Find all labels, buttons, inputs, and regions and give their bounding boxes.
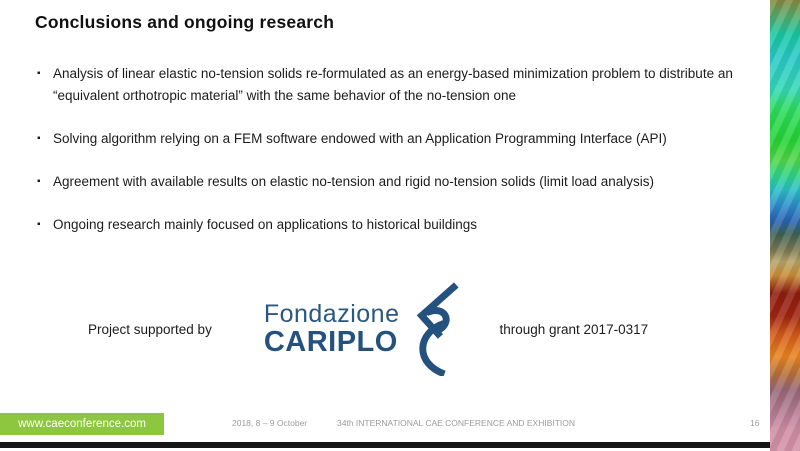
bullet-item: [37, 214, 759, 236]
bullet-square-icon: ▪: [37, 176, 41, 187]
decorative-color-strip: [770, 0, 800, 451]
bottom-bar: [0, 442, 770, 448]
page-number: 16: [750, 418, 760, 428]
slide-title: Conclusions and ongoing research: [35, 12, 335, 32]
website-badge[interactable]: www.caeconference.com: [0, 413, 164, 435]
cariplo-logo-text: [264, 301, 400, 358]
cariplo-logo-line2: CARIPLO: [263, 325, 398, 358]
bullet-item: [37, 128, 759, 150]
sponsor-grant-text: through grant 2017-0317: [499, 321, 649, 337]
bullet-text: Analysis of linear elastic no-tension solids re-formulated as an energy-based minimization problem to distribute an “equivalent orthotropic material” with the same behavior of the no-tension one: [53, 66, 733, 103]
bullet-text: Agreement with available results on elastic no-tension and rigid no-tension solids (limit load analysis): [53, 174, 655, 189]
bullet-text: Solving algorithm relying on a FEM software endowed with an Application Programming Interface (API): [53, 131, 667, 146]
bullet-list: [37, 63, 759, 257]
bullet-square-icon: ▪: [37, 219, 41, 230]
bullet-item: [37, 63, 759, 107]
sponsor-row: [88, 282, 648, 376]
cariplo-logo-mark-icon: [413, 282, 459, 376]
bullet-square-icon: ▪: [37, 133, 41, 144]
cariplo-logo-line1: Fondazione: [263, 299, 400, 328]
bullet-item: [37, 171, 759, 193]
footer-conference-title: 34th INTERNATIONAL CAE CONFERENCE AND EXHIBITION: [337, 418, 576, 428]
bullet-text: Ongoing research mainly focused on applications to historical buildings: [53, 217, 477, 232]
sponsor-prefix-text: Project supported by: [88, 321, 212, 337]
footer-date: 2018, 8 – 9 October: [232, 418, 308, 428]
bullet-square-icon: ▪: [37, 68, 41, 79]
